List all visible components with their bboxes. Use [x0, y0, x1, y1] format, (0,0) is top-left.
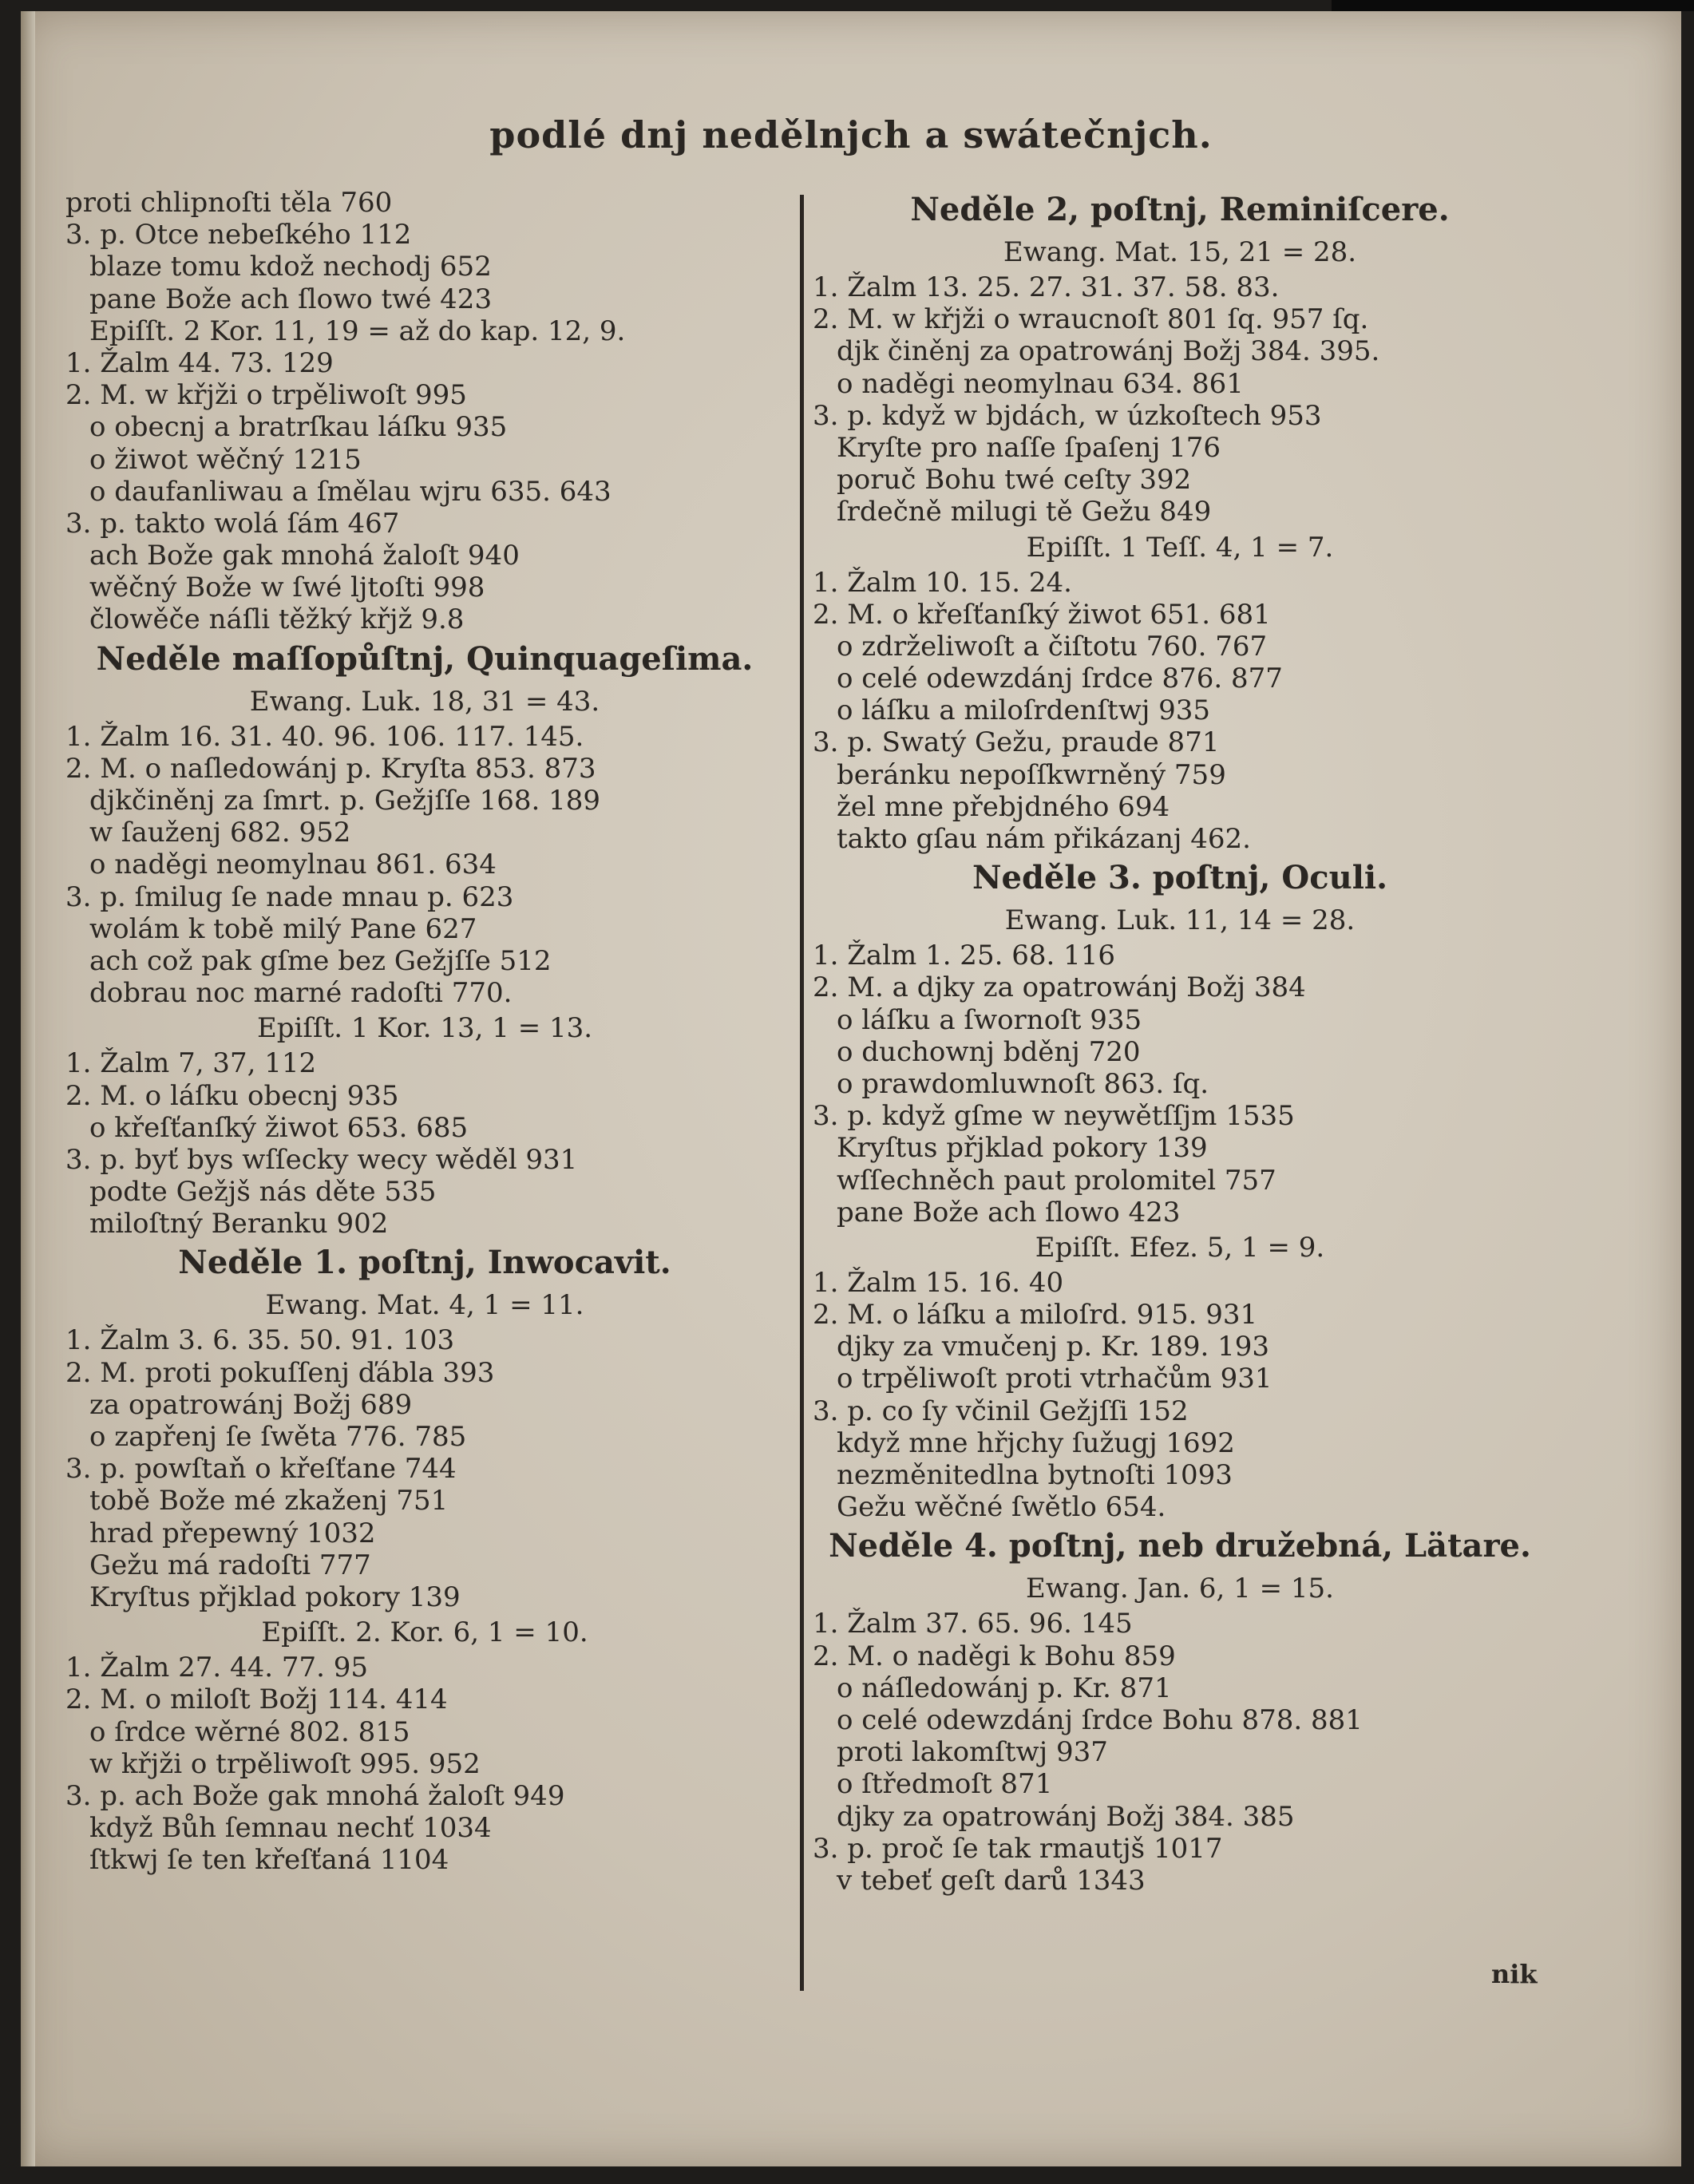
text-line: dobrau noc marné radoſti 770. — [89, 977, 513, 1010]
text-line: o křeſťanſký žiwot 653. 685 — [89, 1111, 469, 1144]
text-line: 2. M. o láſku obecnj 935 — [65, 1079, 399, 1112]
text-line: djky za opatrowánj Božj 384. 385 — [837, 1800, 1295, 1833]
text-line: djky za vmučenj p. Kr. 189. 193 — [837, 1331, 1269, 1363]
text-line: 1. Žalm 1. 25. 68. 116 — [813, 940, 1115, 972]
text-line: o ſrdce wěrné 802. 815 — [89, 1715, 410, 1748]
text-line: 3. p. ſmilug ſe nade mnau p. 623 — [65, 880, 514, 913]
text-line: o prawdomluwnoſt 863. ſq. — [837, 1067, 1209, 1100]
text-line: o obecnj a bratrſkau láſku 935 — [89, 411, 508, 444]
right-column — [813, 187, 1547, 1897]
reading-reference: Ewang. Mat. 4, 1 = 11. — [265, 1289, 584, 1322]
text-line: 1. Žalm 10. 15. 24. — [813, 566, 1072, 599]
text-line: ach Bože gak mnohá žaloſt 940 — [89, 540, 520, 572]
text-line: ſrdečně milugi tě Gežu 849 — [837, 496, 1212, 528]
text-line: o naděgi neomylnau 634. 861 — [837, 367, 1244, 400]
reading-reference: Epiſſt. 1 Kor. 13, 1 = 13. — [256, 1012, 593, 1045]
text-line: 3. p. takto wolá ſám 467 — [65, 507, 400, 540]
text-line: o žiwot wěčný 1215 — [89, 443, 362, 476]
text-line: o láſku a miloſrdenſtwj 935 — [837, 694, 1211, 727]
text-line: o ſtředmoſt 871 — [837, 1768, 1053, 1801]
text-line: ſtkwj ſe ten křeſťaná 1104 — [89, 1844, 449, 1877]
text-line: poruč Bohu twé ceſty 392 — [837, 464, 1192, 497]
text-line: beránku nepoſſkwrněný 759 — [837, 758, 1226, 791]
sunday-heading: Neděle 2, poſtnj, Reminiſcere. — [910, 191, 1450, 228]
text-line: 2. M. w křjži o wraucnoſt 801 ſq. 957 ſq. — [813, 303, 1369, 336]
text-line: za opatrowánj Božj 689 — [89, 1388, 413, 1421]
running-header: podlé dnj nedělnjch a swátečnjch. — [489, 113, 1213, 156]
text-line: 3. p. když w bjdách, w úzkoſtech 953 — [813, 399, 1322, 432]
text-line: Kryſtus přjklad pokory 139 — [837, 1132, 1208, 1165]
reading-reference: Ewang. Luk. 18, 31 = 43. — [249, 685, 600, 718]
text-line: 3. p. ach Bože gak mnohá žaloſt 949 — [65, 1779, 565, 1812]
sunday-heading: Neděle 1. poſtnj, Inwocavit. — [178, 1244, 671, 1282]
text-line: nezměnitedlna bytnoſti 1093 — [837, 1459, 1233, 1491]
text-line: 1. Žalm 3. 6. 35. 50. 91. 103 — [65, 1324, 455, 1357]
text-line: 2. M. w křjži o trpěliwoſt 995 — [65, 379, 467, 412]
sunday-heading: Neděle maſſopůſtnj, Quinquageſima. — [96, 639, 754, 678]
text-line: podte Gežjš nás děte 535 — [89, 1176, 437, 1209]
text-line: o duchownj bděnj 720 — [837, 1035, 1141, 1068]
text-line: 2. M. proti pokuſſenj ďábla 393 — [65, 1356, 495, 1389]
text-line: hrad přepewný 1032 — [89, 1517, 376, 1549]
text-line: 1. Žalm 15. 16. 40 — [813, 1266, 1064, 1299]
page-gutter-shadow — [21, 11, 35, 2166]
sunday-heading: Neděle 3. poſtnj, Oculi. — [972, 859, 1388, 897]
text-line: 3. p. byť bys wſſecky wecy wěděl 931 — [65, 1143, 578, 1176]
text-line: 3. p. když gſme w neywětſſjm 1535 — [813, 1100, 1295, 1133]
text-line: o zdrželiwoſt a čiſtotu 760. 767 — [837, 630, 1268, 663]
column-rule — [800, 195, 804, 1991]
catchword: nik — [1491, 1959, 1538, 1989]
text-line: miloſtný Beranku 902 — [89, 1208, 389, 1240]
text-line: o naděgi neomylnau 861. 634 — [89, 849, 497, 881]
book-page — [21, 11, 1681, 2166]
text-line: wſſechněch paut prolomitel 757 — [837, 1164, 1276, 1197]
reading-reference: Epiſſt. Efez. 5, 1 = 9. — [1035, 1231, 1325, 1264]
text-line: 1. Žalm 13. 25. 27. 31. 37. 58. 83. — [813, 271, 1280, 303]
text-line: 2. M. o naděgi k Bohu 859 — [813, 1640, 1176, 1672]
text-line: Gežu má radoſti 777 — [89, 1549, 371, 1581]
text-line: wolám k tobě milý Pane 627 — [89, 912, 477, 945]
text-line: blaze tomu kdož nechodj 652 — [89, 251, 492, 283]
text-line: o zapřenj ſe ſwěta 776. 785 — [89, 1421, 467, 1453]
text-line: pane Bože ach ſlowo twé 423 — [89, 283, 493, 315]
text-line: 1. Žalm 37. 65. 96. 145 — [813, 1608, 1133, 1640]
reading-reference: Ewang. Mat. 15, 21 = 28. — [1003, 236, 1357, 268]
text-line: w ſauženj 682. 952 — [89, 817, 351, 849]
text-line: o celé odewzdánj ſrdce Bohu 878. 881 — [837, 1703, 1363, 1736]
reading-reference: Epiſſt. 1 Teſſ. 4, 1 = 7. — [1026, 531, 1334, 564]
text-line: 2. M. a djky za opatrowánj Božj 384 — [813, 971, 1306, 1004]
text-line: djkčiněnj za ſmrt. p. Gežjſſe 168. 189 — [89, 785, 601, 817]
text-line: 2. M. o miloſt Božj 114. 414 — [65, 1684, 448, 1716]
text-line: o daufanliwau a ſmělau wjru 635. 643 — [89, 475, 612, 508]
text-line: 1. Žalm 27. 44. 77. 95 — [65, 1652, 368, 1684]
reading-reference: Epiſſt. 2. Kor. 6, 1 = 10. — [261, 1616, 588, 1649]
text-line: o láſku a ſwornoſt 935 — [837, 1003, 1142, 1036]
text-line: proti chlipnoſti těla 760 — [65, 187, 393, 219]
left-column — [65, 187, 784, 1876]
text-line: Kryſtus přjklad pokory 139 — [89, 1581, 461, 1613]
text-line: 2. M. o láſku a miloſrd. 915. 931 — [813, 1299, 1258, 1331]
text-line: w křjži o trpěliwoſt 995. 952 — [89, 1747, 481, 1780]
text-line: 3. p. co ſy včinil Gežjſſi 152 — [813, 1395, 1189, 1427]
text-line: o celé odewzdánj ſrdce 876. 877 — [837, 663, 1283, 695]
text-line: člowěče náſli těžký křjž 9.8 — [89, 603, 465, 636]
text-line: když mne hřjchy ſužugj 1692 — [837, 1426, 1235, 1459]
sunday-heading: Neděle 4. poſtnj, neb družebná, Lätare. — [829, 1527, 1531, 1565]
text-line: 2. M. o naſledowánj p. Kryſta 853. 873 — [65, 752, 596, 785]
text-line: 3. p. Swatý Gežu, praude 871 — [813, 726, 1220, 759]
text-line: ach což pak gſme bez Gežjſſe 512 — [89, 944, 552, 977]
text-line: v tebeť geſt darů 1343 — [837, 1864, 1146, 1897]
text-line: Epiſſt. 2 Kor. 11, 19 = až do kap. 12, 9. — [89, 315, 626, 347]
text-line: 3. p. proč ſe tak rmautjš 1017 — [813, 1832, 1223, 1865]
text-line: 3. p. Otce nebeſkého 112 — [65, 219, 412, 251]
reading-reference: Ewang. Jan. 6, 1 = 15. — [1026, 1573, 1334, 1605]
text-line: Gežu wěčné ſwětlo 654. — [837, 1491, 1166, 1524]
text-line: 1. Žalm 7, 37, 112 — [65, 1047, 317, 1080]
text-line: tobě Bože mé zkaženj 751 — [89, 1485, 449, 1517]
text-line: 2. M. o křeſťanſký žiwot 651. 681 — [813, 598, 1271, 631]
text-line: proti lakomſtwj 937 — [837, 1736, 1108, 1769]
text-line: o trpěliwoſt proti vtrhačům 931 — [837, 1363, 1272, 1395]
reading-reference: Ewang. Luk. 11, 14 = 28. — [1004, 904, 1356, 937]
text-line: 3. p. powſtaň o křeſťane 744 — [65, 1453, 457, 1486]
scan-edge-shadow — [1332, 0, 1694, 11]
text-line: o náſledowánj p. Kr. 871 — [837, 1672, 1172, 1704]
text-line: 1. Žalm 16. 31. 40. 96. 106. 117. 145. — [65, 720, 584, 753]
text-line: když Bůh ſemnau nechť 1034 — [89, 1812, 492, 1845]
text-line: djk činěnj za opatrowánj Božj 384. 395. — [837, 335, 1380, 368]
text-line: žel mne přebjdného 694 — [837, 790, 1170, 823]
text-line: Kryſte pro naſſe ſpaſenj 176 — [837, 431, 1221, 464]
text-line: 1. Žalm 44. 73. 129 — [65, 346, 334, 379]
text-line: pane Bože ach ſlowo 423 — [837, 1196, 1181, 1228]
text-line: wěčný Bože w ſwé ljtoſti 998 — [89, 572, 485, 604]
text-line: takto gſau nám přikázanj 462. — [837, 823, 1251, 855]
